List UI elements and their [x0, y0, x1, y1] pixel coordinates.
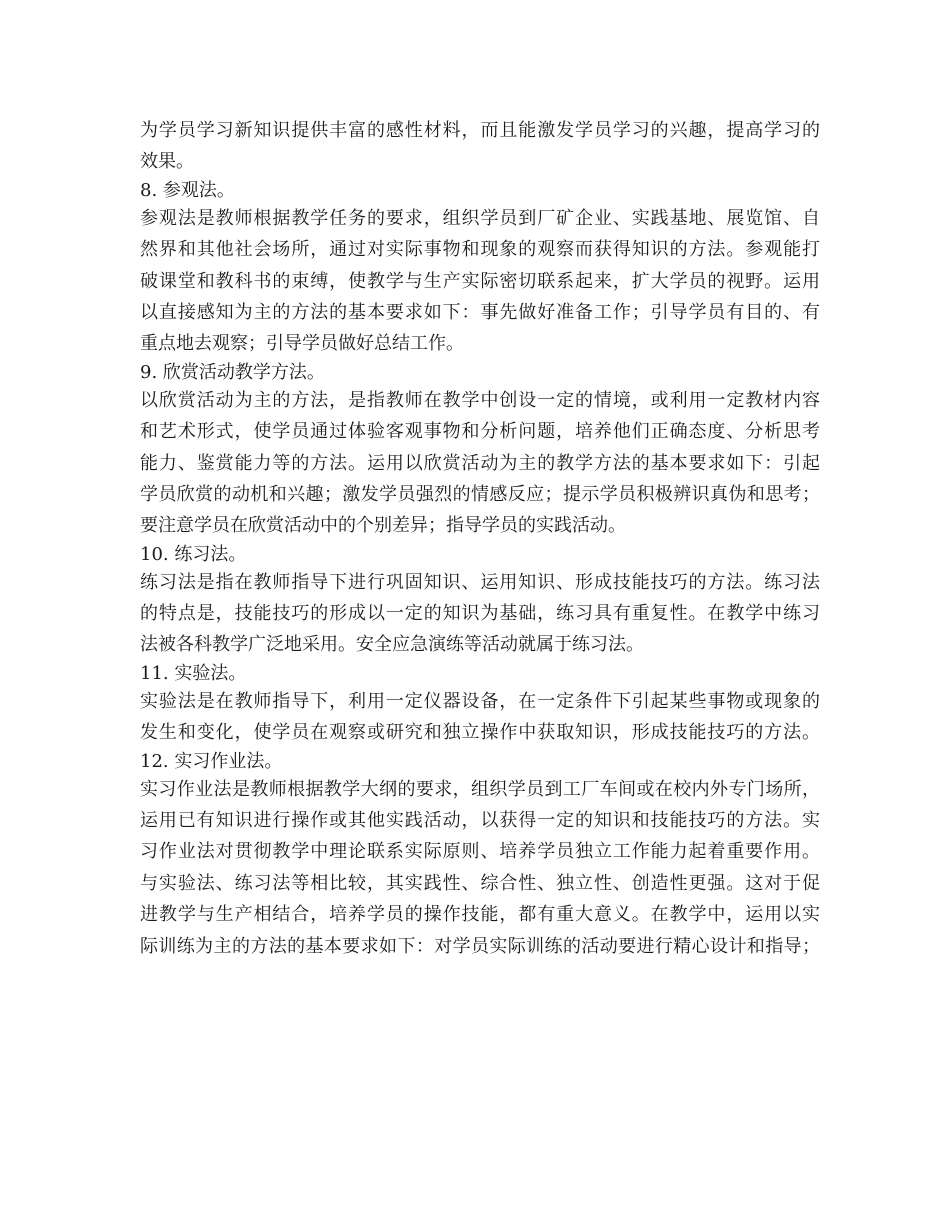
section-heading: 10. 练习法。: [140, 543, 247, 565]
paragraph-line: 能力、鉴赏能力等的方法。运用以欣赏活动为主的教学方法的基本要求如下：引起: [140, 452, 820, 474]
paragraph-line: 的特点是，技能技巧的形成以一定的知识为基础，练习具有重复性。在教学中练习: [140, 603, 820, 625]
paragraph-line: 发生和变化，使学员在观察或研究和独立操作中获取知识，形成技能技巧的方法。: [140, 722, 820, 744]
paragraph-line: 和艺术形式，使学员通过体验客观事物和分析问题，培养他们正确态度、分析思考: [140, 421, 820, 443]
paragraph-line: 法被各科教学广泛地采用。安全应急演练等活动就属于练习法。: [140, 634, 644, 656]
paragraph-line: 习作业法对贯彻教学中理论联系实际原则、培养学员独立工作能力起着重要作用。: [140, 841, 820, 863]
document-body: [140, 115, 820, 962]
paragraph-line: 运用已有知识进行操作或其他实践活动，以获得一定的知识和技能技巧的方法。实: [140, 810, 820, 832]
paragraph-line: 以直接感知为主的方法的基本要求如下：事先做好准备工作；引导学员有目的、有: [140, 301, 820, 323]
paragraph-line: 破课堂和教科书的束缚，使教学与生产实际密切联系起来，扩大学员的视野。运用: [140, 270, 820, 292]
paragraph-line: 际训练为主的方法的基本要求如下：对学员实际训练的活动要进行精心设计和指导；: [140, 935, 820, 957]
paragraph-line: 效果。: [140, 151, 194, 173]
paragraph-line: 重点地去观察；引导学员做好总结工作。: [140, 333, 464, 355]
paragraph-line: 参观法是教师根据教学任务的要求，组织学员到厂矿企业、实践基地、展览馆、自: [140, 207, 820, 229]
paragraph-line: 实习作业法是教师根据教学大纲的要求，组织学员到工厂车间或在校内外专门场所，: [140, 778, 820, 800]
paragraph-line: 进教学与生产相结合，培养学员的操作技能，都有重大意义。在教学中，运用以实: [140, 904, 820, 926]
paragraph-line: 要注意学员在欣赏活动中的个别差异；指导学员的实践活动。: [140, 515, 626, 537]
section-heading: 12. 实习作业法。: [140, 750, 283, 772]
paragraph-line: 学员欣赏的动机和兴趣；激发学员强烈的情感反应；提示学员积极辨识真伪和思考；: [140, 483, 820, 505]
paragraph-line: 实验法是在教师指导下，利用一定仪器设备，在一定条件下引起某些事物或现象的: [140, 690, 820, 712]
paragraph-line: 练习法是指在教师指导下进行巩固知识、运用知识、形成技能技巧的方法。练习法: [140, 571, 820, 593]
paragraph-line: 然界和其他社会场所，通过对实际事物和现象的观察而获得知识的方法。参观能打: [140, 239, 820, 261]
paragraph-line: 为学员学习新知识提供丰富的感性材料，而且能激发学员学习的兴趣，提高学习的: [140, 120, 820, 141]
paragraph-line: 与实验法、练习法等相比较，其实践性、综合性、独立性、创造性更强。这对于促: [140, 872, 820, 894]
paragraph-line: 以欣赏活动为主的方法，是指教师在教学中创设一定的情境，或利用一定教材内容: [140, 389, 820, 411]
section-heading: 11. 实验法。: [140, 662, 247, 684]
section-heading: 8. 参观法。: [140, 179, 235, 201]
section-heading: 9. 欣赏活动教学方法。: [140, 361, 325, 383]
